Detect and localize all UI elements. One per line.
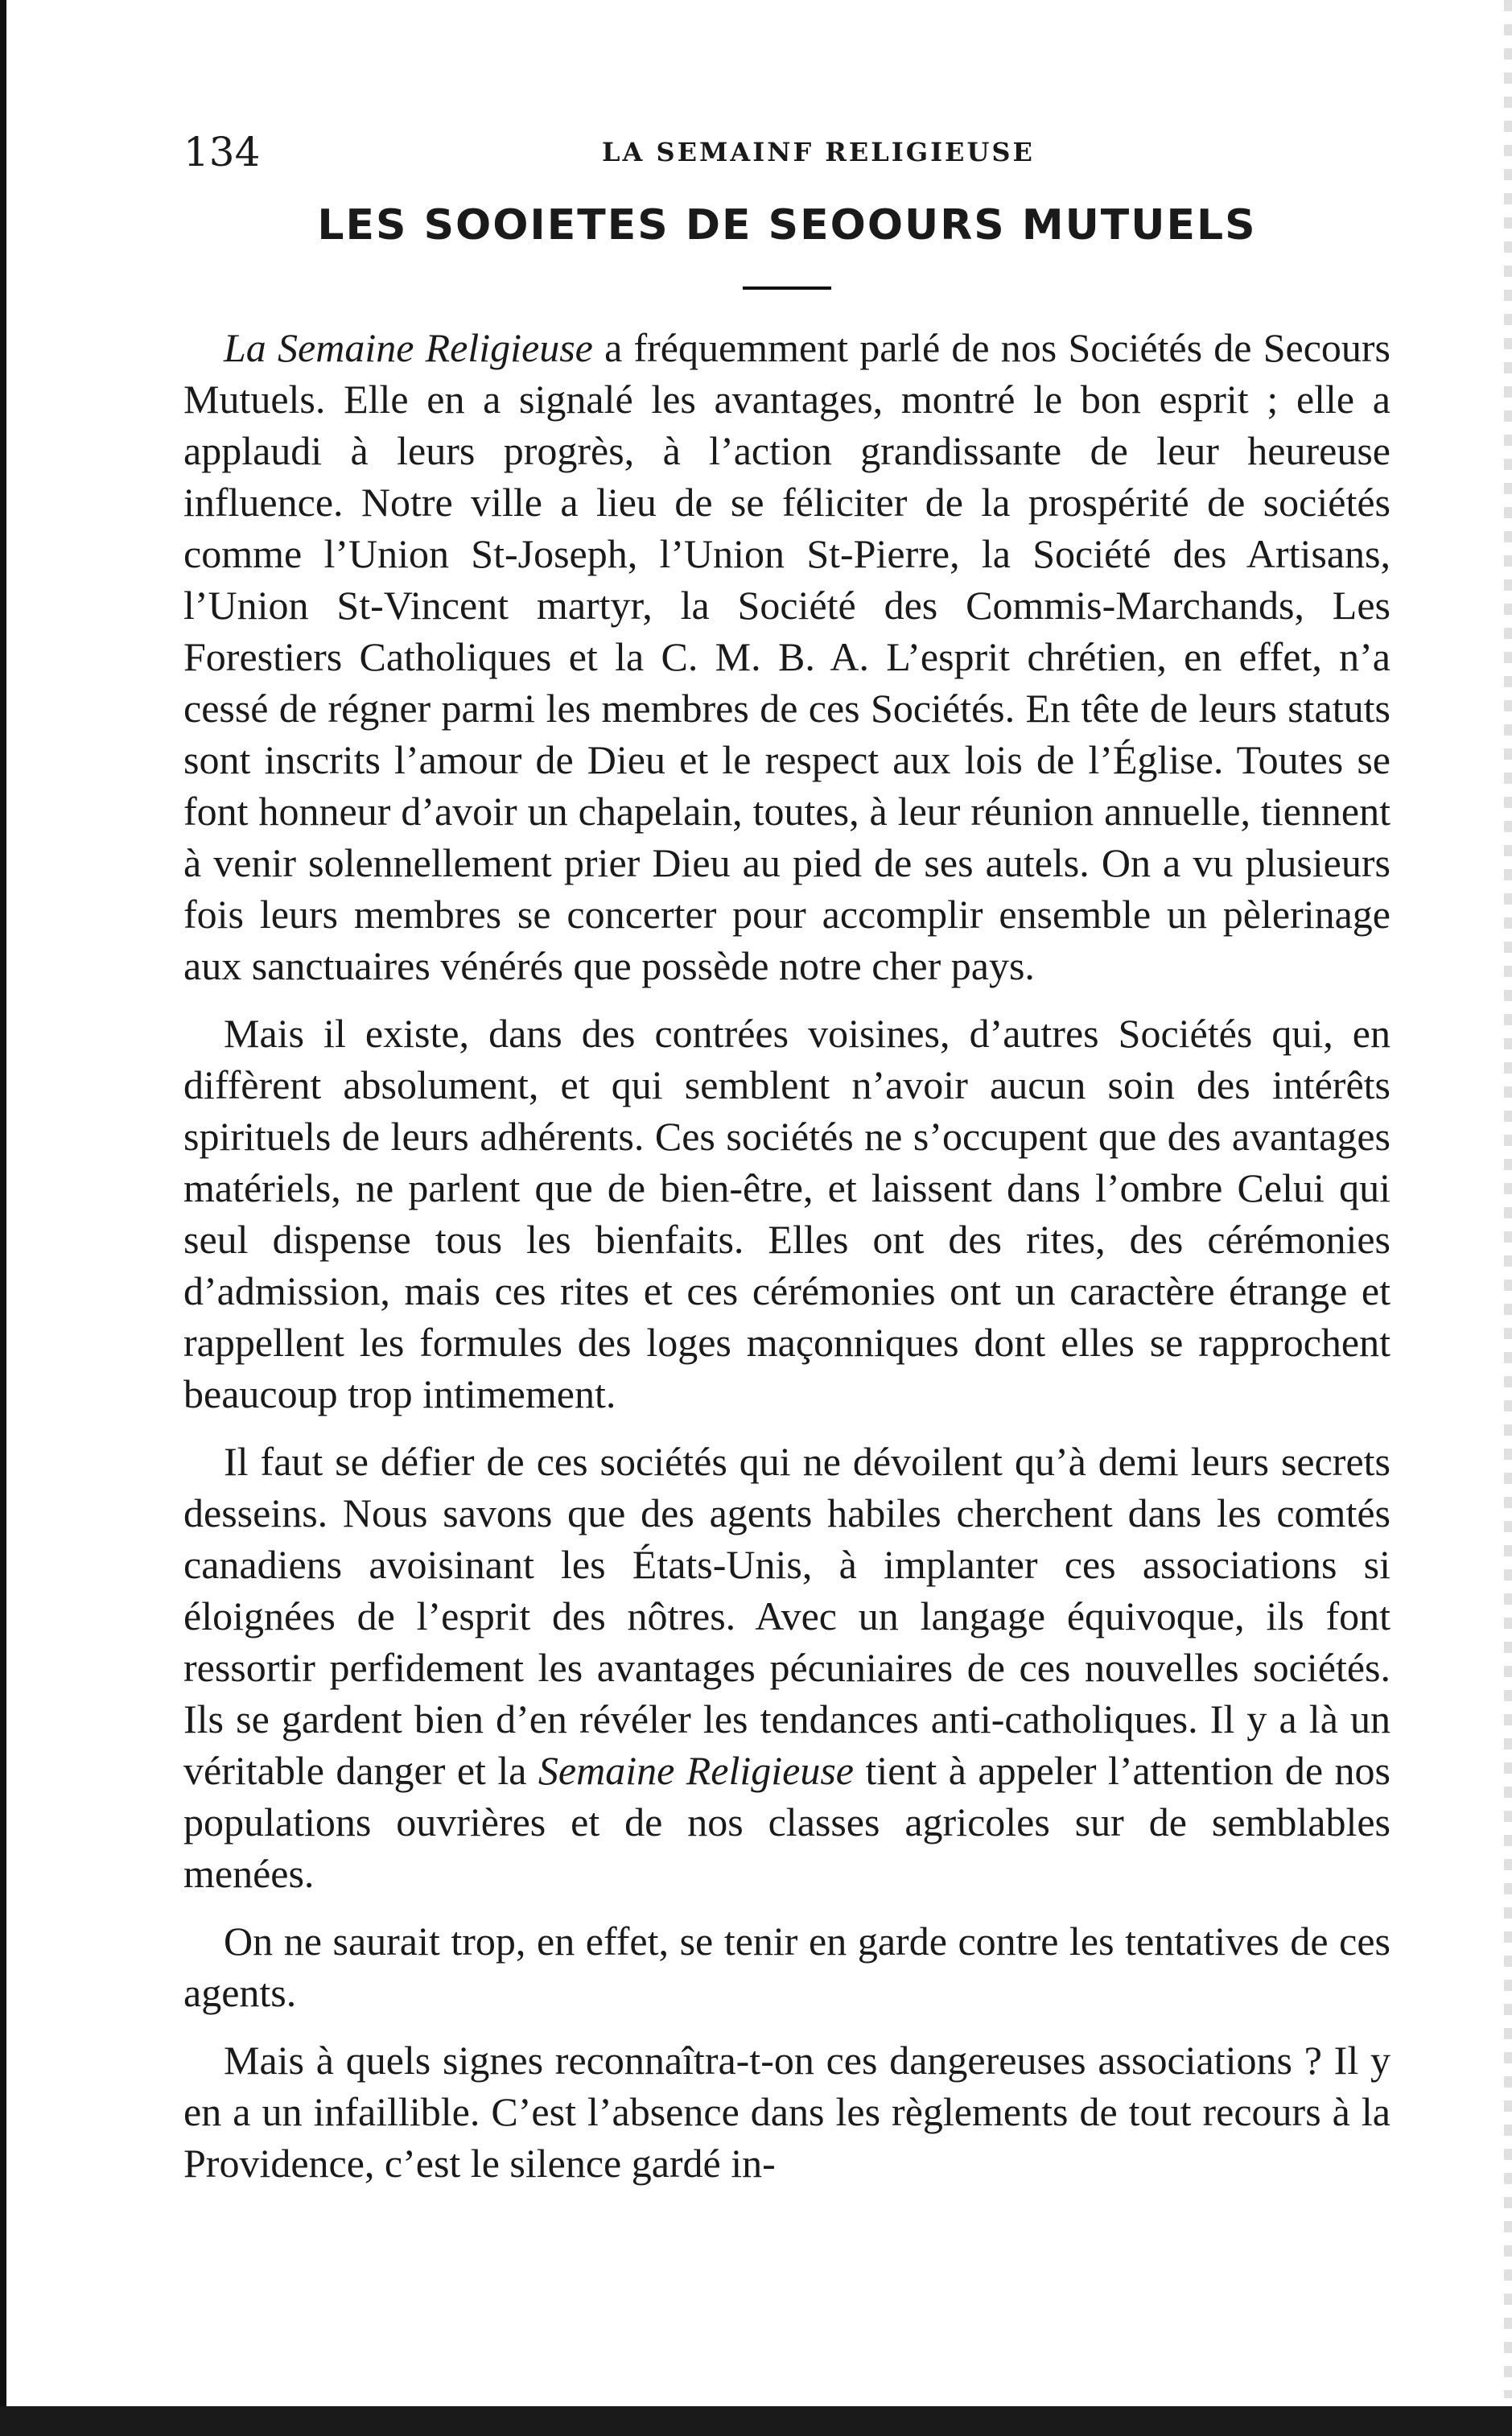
paragraph-5-text: Mais à quels signes reconnaîtra-t-on ces dangereuses associations ? Il y en a un infaillible. C’est l’absence dans les règlements de tout recours à la Providence, c’est le silence gardé in- (183, 2038, 1390, 2186)
title-divider (743, 286, 831, 290)
page-number: 134 (183, 129, 261, 175)
paragraph-5 (183, 2034, 1390, 2189)
running-title: LA SEMAINF RELIGIEUSE (602, 137, 1035, 167)
paragraph-4 (183, 1915, 1390, 2018)
paragraph-3 (183, 1436, 1390, 1899)
page-edge-rule (0, 0, 6, 2436)
paragraph-2-text: Mais il existe, dans des contrées voisines, d’autres Sociétés qui, en diffèrent absolument, et qui semblent n’avoir aucun soin des intérêts spirituels de leurs adhérents. Ces sociétés ne s’occupent que des avantages matériels, ne parlent que de bien-être, et laissent dans l’ombre Celui qui seul dispense tous les bienfaits. Elles ont des rites, des cérémonies d’admission, mais ces rites et ces cérémonies ont un caractère étrange et rappellent les formules des loges maçonniques dont elles se rapprochent beaucoup trop intimement. (183, 1011, 1390, 1416)
scan-bottom-strip (0, 2406, 1512, 2436)
paragraph-2 (183, 1008, 1390, 1420)
paragraph-4-text: On ne saurait trop, en effet, se tenir en garde contre les tentatives de ces agents. (183, 1919, 1390, 2015)
paragraph-1-italic: La Semaine Religieuse (224, 325, 593, 370)
paragraph-3-post: tient à appeler l’attention de nos populations ouvrières et de nos classes agricoles sur de semblables menées. (183, 1748, 1391, 1896)
paragraph-1 (183, 322, 1390, 991)
page-edge-shadow (1504, 0, 1512, 2398)
document-page (183, 129, 1390, 2205)
paragraph-1-post: a fréquemment parlé de nos Sociétés de Secours Mutuels. Elle en a signalé les avantages, montré le bon esprit ; elle a applaudi à leurs progrès, à l’action grandissante de leur heureuse influence. Notre ville a lieu de se féliciter de la prospérité de sociétés comme l’Union St-Joseph, l’Union St-Pierre, la Société des Artisans, l’Union St-Vincent martyr, la Société des Commis-Marchands, Les Forestiers Catholiques et la C. M. B. A. L’esprit chrétien, en effet, n’a cessé de régner parmi les membres de ces Sociétés. En tête de leurs statuts sont inscrits l’amour de Dieu et le respect aux lois de l’Église. Toutes se font honneur d’avoir un chapelain, toutes, à leur réunion annuelle, tiennent à venir solennellement prier Dieu au pied de ses autels. On a vu plusieurs fois leurs membres se concerter pour accomplir ensemble un pèlerinage aux sanctuaires vénérés que possède notre cher pays. (183, 325, 1390, 988)
paragraph-3-pre: Il faut se défier de ces sociétés qui ne dévoilent qu’à demi leurs secrets desseins. Nous savons que des agents habiles cherchent dans les comtés canadiens avoisinant les États-Unis, à implanter ces associations si éloignées de l’esprit des nôtres. Avec un langage équivoque, ils font ressortir perfidement les avantages pécuniaires de ces nouvelles sociétés. Ils se gardent bien d’en révéler les tendances anti-catholiques. Il y a là un véritable danger et la (183, 1439, 1390, 1793)
running-head (183, 129, 1390, 185)
article-title: LES SOOIETES DE SEOOURS MUTUELS (317, 201, 1257, 249)
article-body (183, 322, 1390, 2189)
paragraph-3-italic: Semaine Religieuse (538, 1748, 854, 1793)
